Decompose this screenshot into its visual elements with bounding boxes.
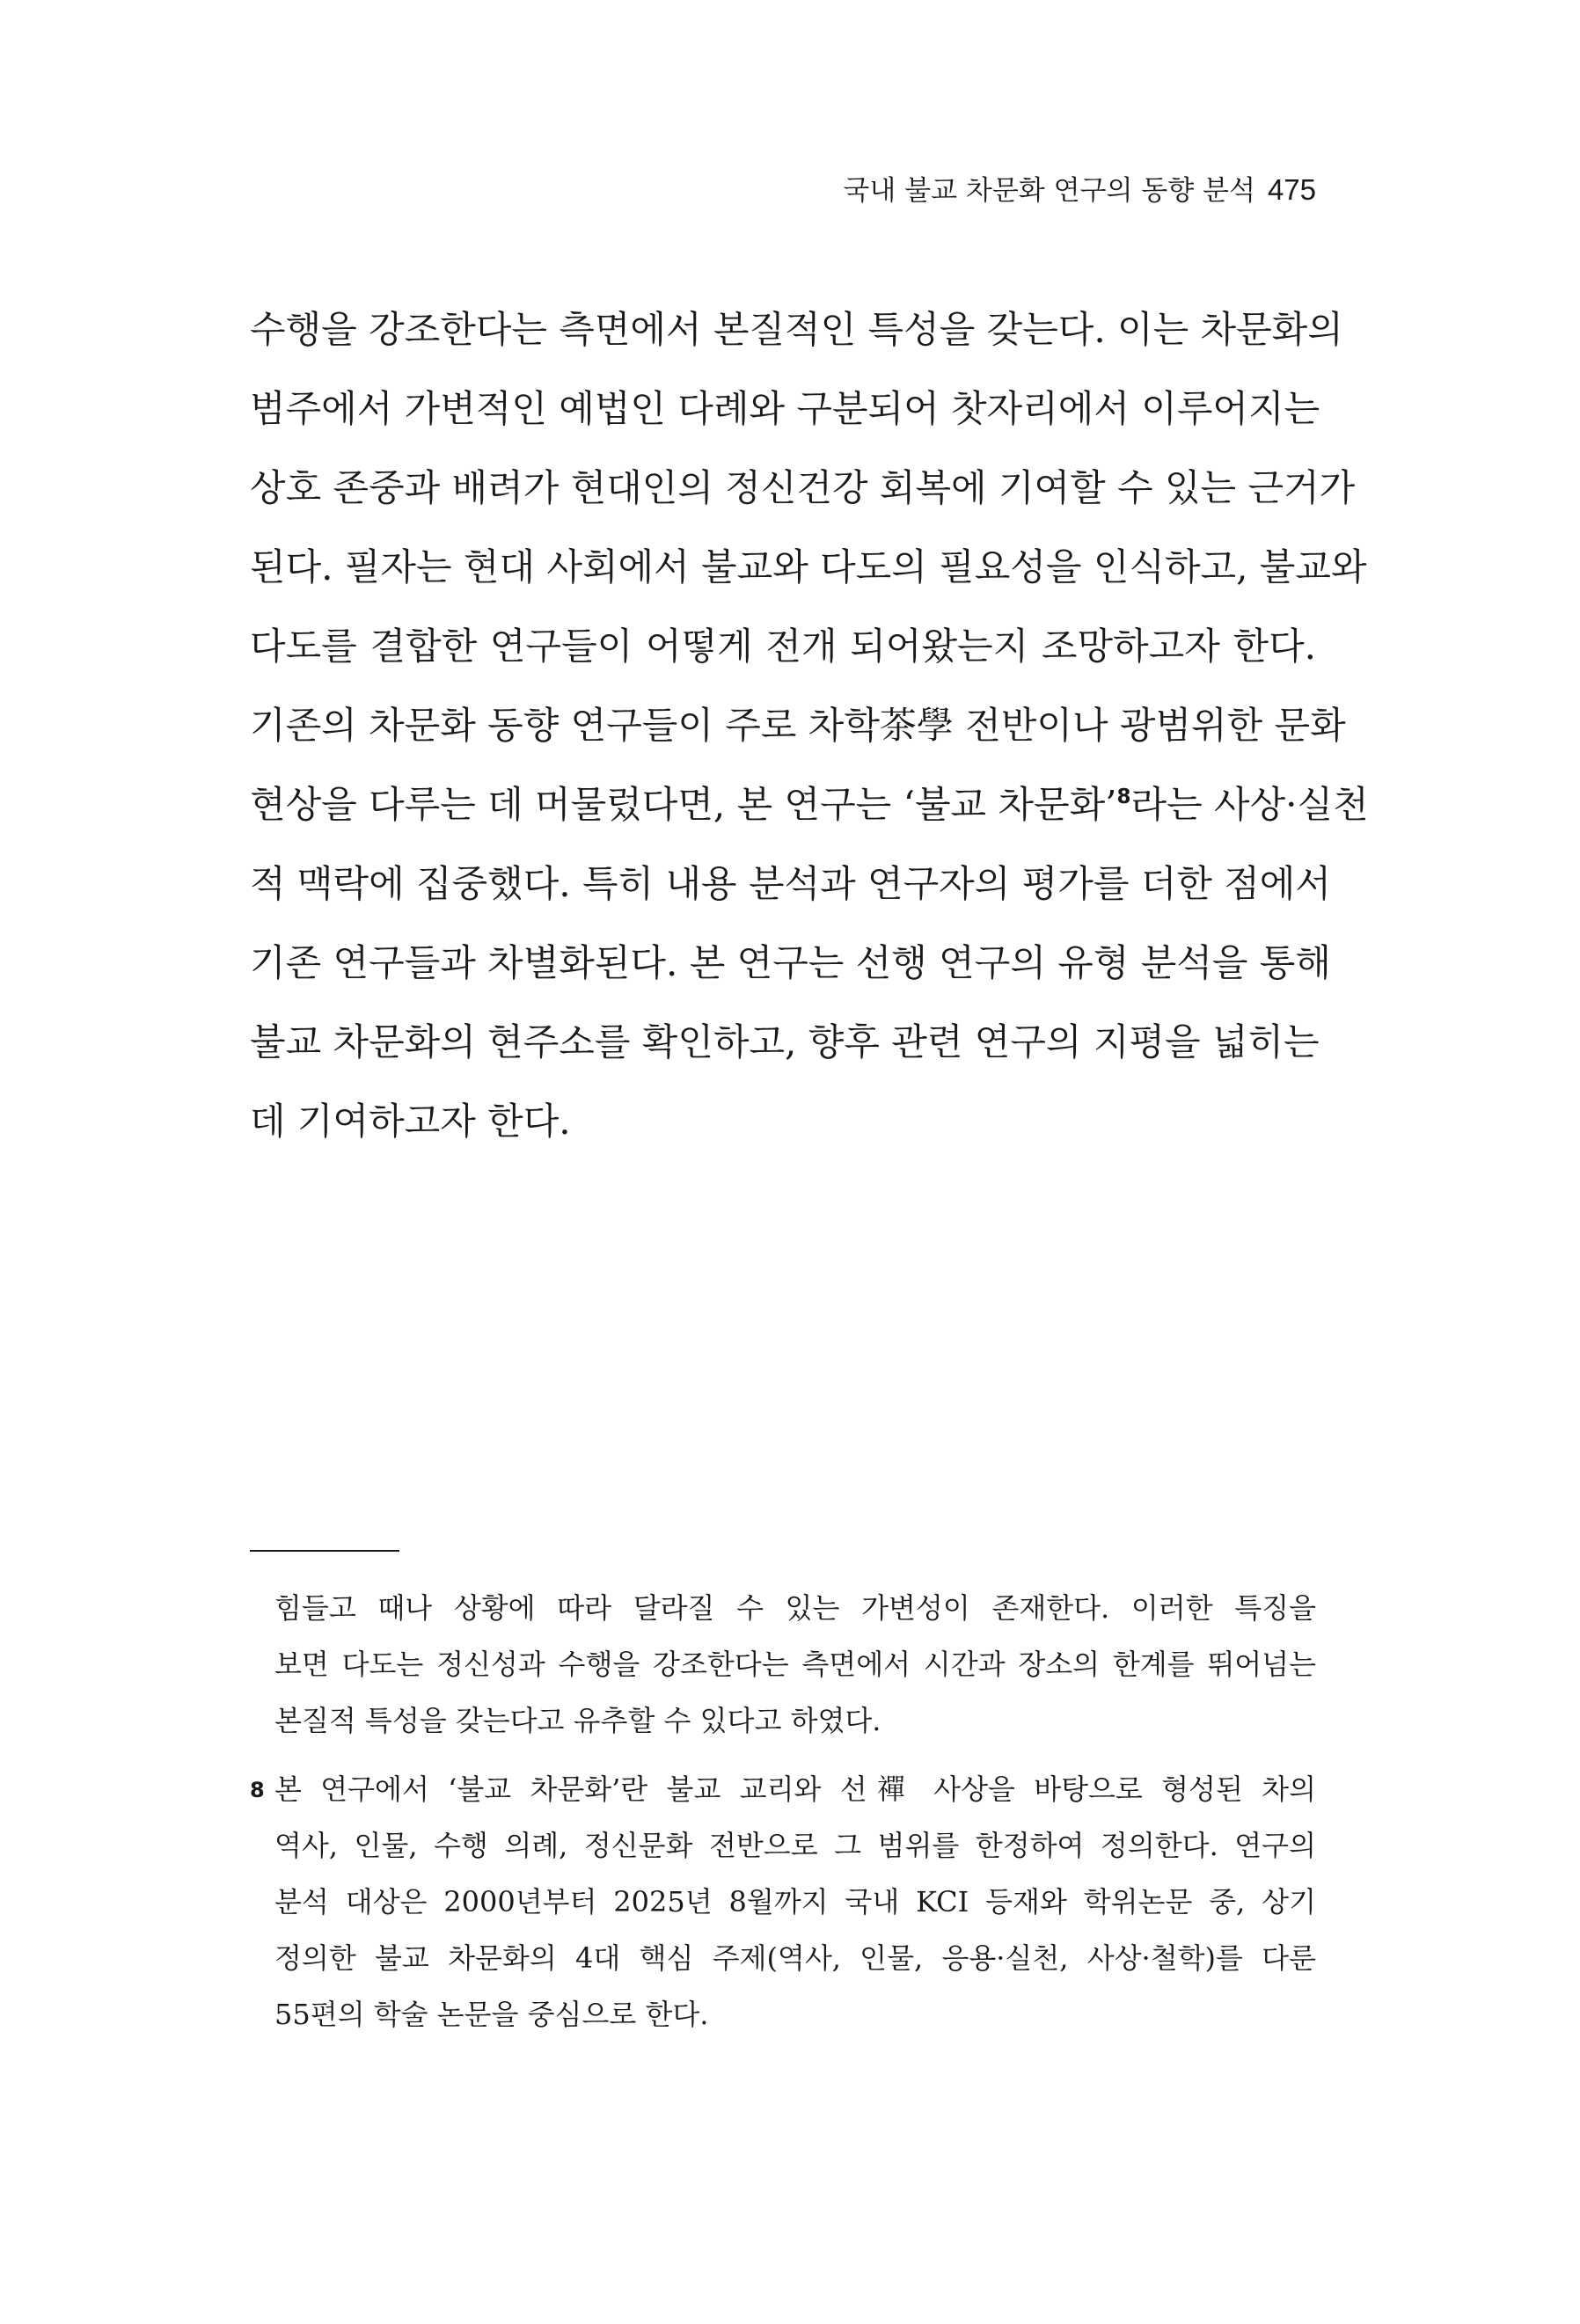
body-line-part: 현상을 다루는 데 머물렀다면, 본 연구는 ‘불교 차문화’ (250, 783, 1117, 826)
footnote-gap (250, 1749, 1316, 1761)
footnote-8-line: 55편의 학술 논문을 중심으로 한다. (274, 1998, 709, 2031)
body-line: 된다. 필자는 현대 사회에서 불교와 다도의 필요성을 인식하고, 불교와 (250, 545, 1367, 588)
body-line: 기존의 차문화 동향 연구들이 주로 차학茶學 전반이나 광범위한 문화 (250, 704, 1346, 747)
footnote-ref-8[interactable]: 8 (1116, 786, 1131, 808)
body-line: 상호 존중과 배려가 현대인의 정신건강 회복에 기여할 수 있는 근거가 (250, 466, 1356, 509)
body-line: 불교 차문화의 현주소를 확인하고, 향후 관련 연구의 지평을 넓히는 (250, 1020, 1320, 1063)
footnote-text: 본 연구에서 ‘불교 차문화’란 불교 교리와 선禪 사상을 바탕으로 형성된 차의 (274, 1772, 1316, 1806)
body-line: 다도를 결합한 연구들이 어떻게 전개 되어왔는지 조망하고자 한다. (250, 625, 1316, 668)
footnote-continued-line: 힘들고 때나 상황에 따라 달라질 수 있는 가변성이 존재한다. 이러한 특징을 (274, 1591, 1316, 1625)
footnote-number-8: 8 (250, 1778, 265, 1802)
footnote-separator (250, 1550, 399, 1552)
body-line-part: 라는 사상·실천 (1130, 783, 1369, 826)
footnote-8-line: 정의한 불교 차문화의 4대 핵심 주제(역사, 인물, 응용·실천, 사상·철학)를 다룬 (274, 1941, 1316, 1975)
running-title: 국내 불교 차문화 연구의 동향 분석 (843, 175, 1255, 207)
footnote-8-line: 역사, 인물, 수행 의례, 정신문화 전반으로 그 범위를 한정하여 정의한다. 연구의 (274, 1829, 1316, 1862)
running-head (843, 172, 1316, 208)
footnote-8-line: 분석 대상은 2000년부터 2025년 8월까지 국내 KCI 등재와 학위논문 중, 상기 (274, 1885, 1316, 1918)
body-line: 기존 연구들과 차별화된다. 본 연구는 선행 연구의 유형 분석을 통해 (250, 941, 1331, 984)
body-line-with-footnote-ref (250, 765, 1369, 844)
footnote-continued-line: 보면 다도는 정신성과 수행을 강조한다는 측면에서 시간과 장소의 한계를 뛰어넘는 (274, 1648, 1316, 1681)
body-line: 적 맥락에 집중했다. 특히 내용 분석과 연구자의 평가를 더한 점에서 (250, 862, 1331, 905)
footnote-8-first-line (250, 1761, 1316, 1817)
footnotes (250, 1580, 1316, 2043)
body-line: 범주에서 가변적인 예법인 다례와 구분되어 찻자리에서 이루어지는 (250, 387, 1320, 430)
body-line: 데 기여하고자 한다. (250, 1100, 571, 1143)
body-text (250, 290, 1369, 1161)
body-line: 수행을 강조한다는 측면에서 본질적인 특성을 갖는다. 이는 차문화의 (250, 308, 1343, 351)
footnote-continued-line: 본질적 특성을 갖는다고 유추할 수 있다고 하였다. (274, 1704, 881, 1737)
page-number: 475 (1267, 173, 1316, 206)
